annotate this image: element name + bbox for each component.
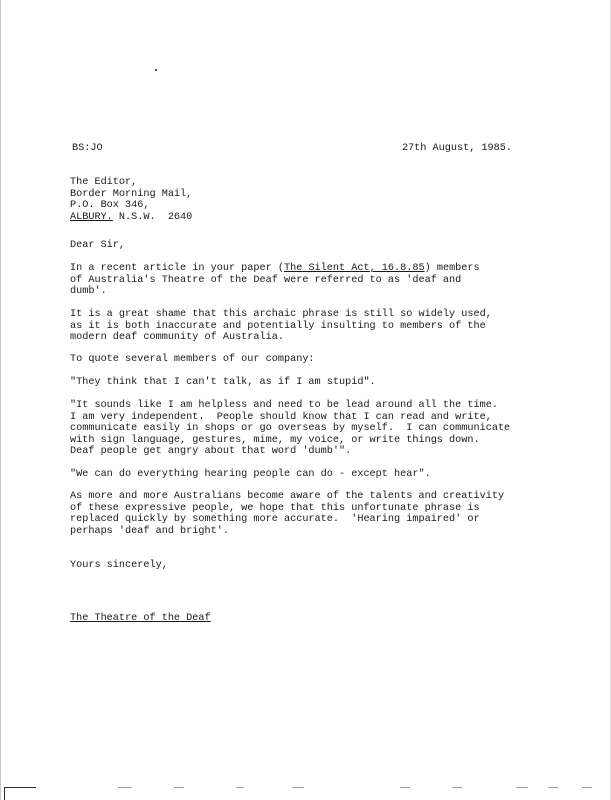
reference-code: BS:JO	[72, 143, 103, 154]
scan-mark	[174, 787, 184, 788]
closing: Yours sincerely,	[70, 560, 168, 571]
address-line: The Editor,	[70, 177, 138, 188]
paragraph-line: perhaps 'deaf and bright'.	[70, 525, 229, 537]
paragraph-line: It is a great shame that this archaic phrase is still so widely used,	[70, 309, 492, 320]
address-line: Border Morning Mail,	[70, 188, 193, 200]
scan-speck	[155, 69, 157, 71]
paragraph-line: "It sounds like I am helpless and need to be lead around all the time.	[70, 400, 498, 411]
paragraph-4	[70, 377, 540, 389]
scan-mark	[516, 787, 528, 788]
paragraph-line: replaced quickly by something more accurate. 'Hearing impaired' or	[70, 514, 480, 526]
article-reference: The Silent Act, 16.8.85	[283, 263, 425, 274]
scan-mark	[582, 787, 592, 788]
paragraph-3	[70, 354, 540, 366]
letter-date: 27th August, 1985.	[401, 143, 512, 154]
paragraph-line: of these expressive people, we hope that this unfortunate phrase is	[70, 502, 480, 514]
address-city: ALBURY.	[70, 211, 113, 223]
paragraph-line: dumb'.	[70, 286, 107, 298]
scan-mark	[452, 787, 462, 788]
paragraph-7	[70, 491, 540, 537]
paragraph-line: I am very independent. People should know that I can read and write,	[70, 411, 492, 423]
paragraph-line: "We can do everything hearing people can do - except hear".	[70, 469, 431, 480]
scan-mark	[548, 787, 558, 788]
address-state-postcode: N.S.W. 2640	[112, 211, 193, 223]
paragraph-line	[70, 263, 540, 275]
paragraph-line: To quote several members of our company:	[70, 354, 315, 365]
scan-mark	[292, 787, 304, 788]
scan-mark	[236, 787, 244, 788]
scan-edge-left	[0, 0, 1, 800]
address-line: P.O. Box 346,	[70, 200, 150, 212]
salutation: Dear Sir,	[70, 240, 126, 251]
recipient-address	[70, 177, 192, 223]
paragraph-line: modern deaf community of Australia.	[70, 332, 284, 344]
paragraph-line: of Australia's Theatre of the Deaf were referred to as 'deaf and	[70, 274, 462, 286]
scan-crop-mark	[4, 787, 36, 788]
paragraph-6	[70, 469, 540, 481]
scan-crop-mark	[4, 787, 5, 800]
address-city-line	[70, 212, 192, 224]
paragraph-line: As more and more Australians become aware of the talents and creativity	[70, 491, 505, 502]
paragraph-line: with sign language, gestures, mime, my voice, or write things down.	[70, 434, 480, 446]
paragraph-2	[70, 309, 540, 344]
paragraph-line: "They think that I can't talk, as if I am stupid".	[70, 377, 376, 388]
text-run: ) members	[424, 263, 480, 274]
signature: The Theatre of the Deaf	[70, 613, 211, 624]
scan-mark	[400, 787, 410, 788]
paragraph-line: communicate easily in shops or go overseas by myself. I can communicate	[70, 423, 511, 435]
paragraph-1	[70, 263, 540, 298]
paragraph-5	[70, 400, 540, 458]
paragraph-line: as it is both inaccurate and potentially insulting to members of the	[70, 320, 486, 332]
paragraph-line: Deaf people get angry about that word 'dumb'".	[70, 446, 352, 458]
scan-mark	[118, 787, 132, 788]
text-run: In a recent article in your paper (	[70, 263, 284, 274]
